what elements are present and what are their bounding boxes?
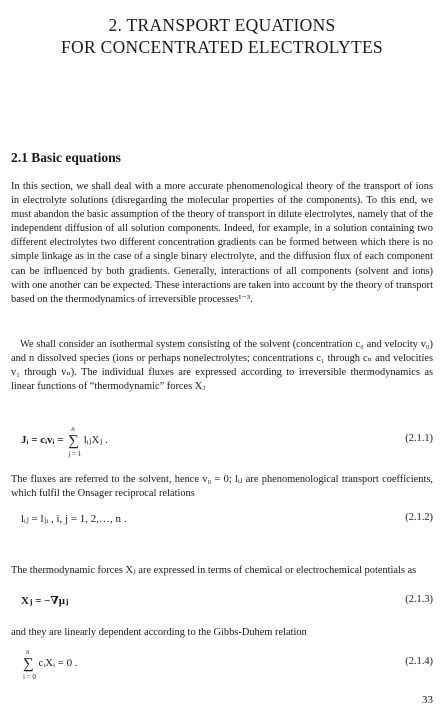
- equation-expression: [21, 648, 78, 681]
- equation-expression: Xⱼ = −∇μⱼ: [21, 595, 69, 607]
- section-heading: 2.1 Basic equations: [11, 150, 121, 165]
- summation-upper-limit: n: [71, 425, 75, 433]
- equation-number: (2.1.1): [405, 433, 433, 444]
- summation-sign: ∑ n i = 0: [23, 648, 36, 681]
- summation-sign: ∑ n j = 1: [68, 425, 82, 458]
- equation-rhs: lᵢⱼXⱼ .: [83, 434, 108, 446]
- equation-lhs: Jᵢ = cᵢvᵢ =: [21, 434, 64, 446]
- summation-upper-limit: n: [26, 648, 30, 656]
- summation-lower-limit: i = 0: [23, 673, 36, 681]
- chapter-title-line-1: 2. TRANSPORT EQUATIONS: [108, 15, 336, 35]
- paragraph-gibbs-duhem: and they are linearly dependent according to the Gibbs-Duhem relation: [11, 627, 307, 638]
- paragraph-system: We shall consider an isothermal system consisting of the solvent (concentration c₀ and velocity v₀) and n dissolved species (ions or perhaps nonelectrolytes; concentrations c₁ through cₙ and velocities v₁ through vₙ). The individual fluxes are expressed according to irreversible thermodynamics as linear functions of “thermodynamic” forces Xⱼ: [11, 339, 433, 393]
- equation-2-1-3: [11, 594, 433, 610]
- equation-rhs: cᵢXᵢ = 0 .: [38, 657, 78, 669]
- equation-expression: lᵢⱼ = lⱼᵢ , i, j = 1, 2,…, n .: [21, 513, 127, 525]
- summation-lower-limit: j = 1: [68, 450, 82, 458]
- equation-2-1-2: [11, 512, 433, 528]
- chapter-title: [0, 14, 444, 58]
- equation-2-1-1: [11, 425, 433, 458]
- page-number: 33: [422, 694, 433, 706]
- equation-number: (2.1.3): [405, 594, 433, 605]
- equation-2-1-4: [11, 648, 433, 681]
- paragraph-forces: The thermodynamic forces Xⱼ are expressed in terms of chemical or electrochemical potentials as: [11, 565, 417, 576]
- paragraph-fluxes: The fluxes are referred to the solvent, hence v₀ = 0; lᵢⱼ are phenomenological transport coefficients, which fulfil the Onsager reciprocal relations: [11, 474, 433, 500]
- chapter-title-line-2: FOR CONCENTRATED ELECTROLYTES: [61, 37, 383, 57]
- paragraph-intro: In this section, we shall deal with a more accurate phenomenological theory of the transport of ions in electrolyte solutions (disregarding the molecular properties of the components). To this end, we must abandon the basic assumption of the theory of transport in dilute electrolytes, namely that of the independent diffusion of all solution components. Indeed, for example, in a solution containing two different electrolytes two different concentration gradients can be formed between which there is no simple linkage as in the case of a single binary electrolyte, and the diffusion flux of each component can be influenced by both gradients. Generally, interactions of all components (solvent and ions) with one another can be expected. These interactions are taken into account by the theory of transport based on the thermodynamics of irreversible processes¹⁻³.: [11, 181, 433, 305]
- equation-number: (2.1.4): [405, 656, 433, 667]
- equation-expression: [21, 425, 108, 458]
- equation-number: (2.1.2): [405, 512, 433, 523]
